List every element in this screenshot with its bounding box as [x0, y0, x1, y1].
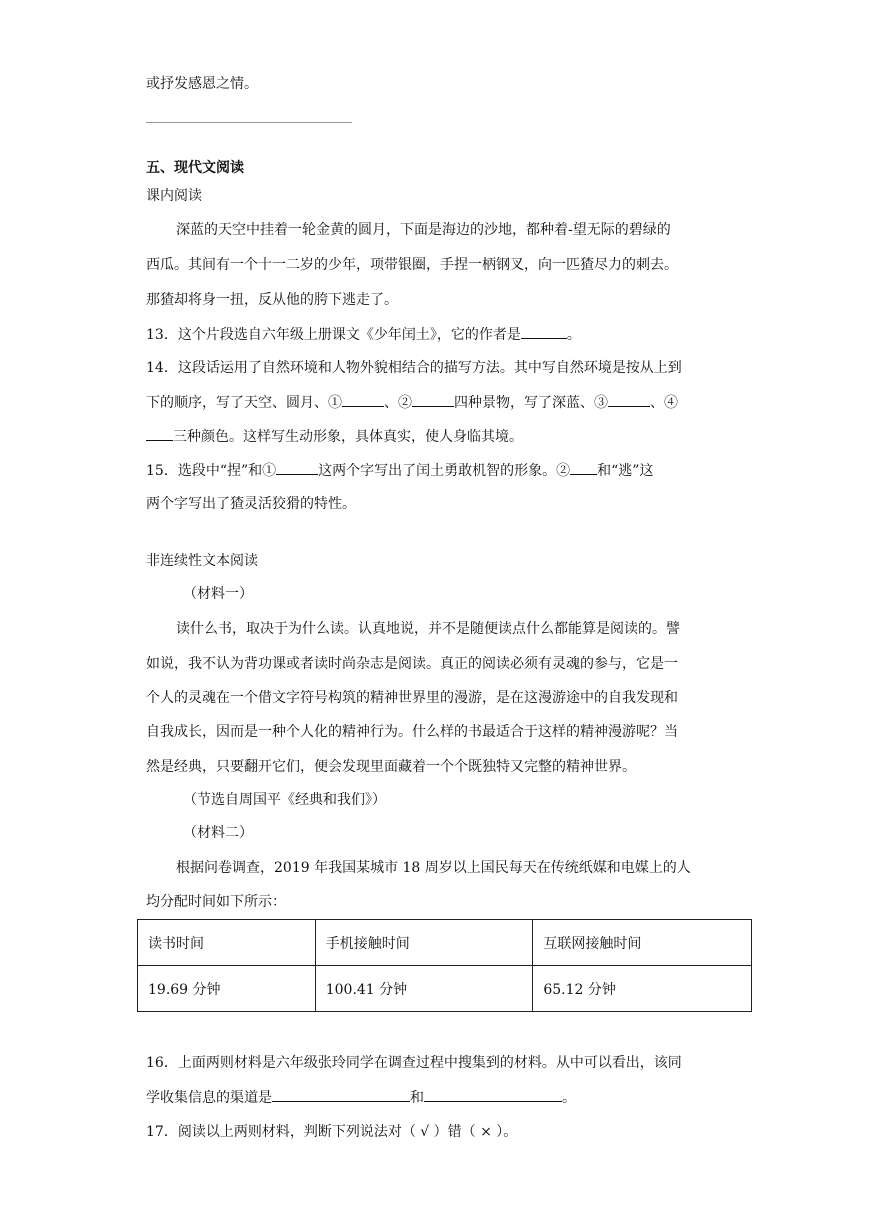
answer-blank[interactable]	[272, 1087, 410, 1102]
time-statistics-table	[137, 919, 752, 1012]
material-1-line: 读什么书，取决于为什么读。认真地说，并不是随便读点什么都能算是阅读的。譬	[176, 621, 680, 637]
material-1-source: （节选自周国平《经典和我们》）	[183, 792, 386, 808]
answer-blank[interactable]	[521, 324, 567, 339]
material-1-line: 个人的灵魂在一个借文字符号构筑的精神世界里的漫游，是在这漫游途中的自我发现和	[146, 690, 678, 706]
table-row	[138, 920, 752, 966]
table-header-cell: 手机接触时间	[315, 920, 533, 966]
material-2-line: 根据问卷调查，2019 年我国某城市 18 周岁以上国民每天在传统纸媒和电媒上的人	[176, 860, 691, 876]
table-header-cell: 读书时间	[138, 920, 316, 966]
table-row	[138, 966, 752, 1012]
question-14-line2: 下的顺序，写了天空、圆月、① 、② 四种景物，写了深蓝、③ 、④	[146, 392, 678, 413]
answer-blank[interactable]	[570, 460, 597, 475]
subheading-in-class-reading: 课内阅读	[146, 188, 202, 204]
answer-blank[interactable]	[608, 392, 650, 407]
material-2-label: （材料二）	[183, 825, 253, 841]
divider-rule	[146, 122, 352, 123]
passage-line: 西瓜。其间有一个十一二岁的少年，项带银圈，手捏一柄钢叉，向一匹猹尽力的刺去。	[146, 257, 678, 273]
table-cell: 19.69 分钟	[138, 966, 316, 1012]
answer-blank[interactable]	[146, 426, 173, 441]
material-1-label: （材料一）	[183, 586, 253, 602]
passage-line: 深蓝的天空中挂着一轮金黄的圆月，下面是海边的沙地，都种着-望无际的碧绿的	[176, 222, 671, 238]
section-heading: 五、现代文阅读	[146, 160, 244, 176]
intro-tail-text: 或抒发感恩之情。	[146, 76, 258, 92]
material-1-line: 然是经典，只要翻开它们，便会发现里面藏着一个个既独特又完整的精神世界。	[146, 759, 636, 775]
answer-blank[interactable]	[424, 1087, 562, 1102]
material-2-line: 均分配时间如下所示：	[146, 894, 286, 910]
material-1-line: 自我成长，因而是一种个人化的精神行为。什么样的书最适合于这样的精神漫游呢？当	[146, 724, 678, 740]
question-15-line1: 15．选段中“捏”和① 这两个字写出了闰土勇敢机智的形象。② 和“逃”这	[146, 460, 653, 481]
table-header-cell: 互联网接触时间	[533, 920, 752, 966]
table-cell: 65.12 分钟	[533, 966, 752, 1012]
question-14-line1: 14．这段话运用了自然环境和人物外貌相结合的描写方法。其中写自然环境是按从上到	[146, 360, 682, 376]
question-17: 17．阅读以上两则材料，判断下列说法对（ √ ）错（ × ）。	[146, 1124, 518, 1140]
question-16-line1: 16．上面两则材料是六年级张玲同学在调查过程中搜集到的材料。从中可以看出，该同	[146, 1055, 682, 1071]
question-15-line2: 两个字写出了猹灵活狡猾的特性。	[146, 496, 356, 512]
question-14-line3: 三种颜色。这样写生动形象，具体真实，使人身临其境。	[146, 426, 523, 447]
table-cell: 100.41 分钟	[315, 966, 533, 1012]
passage-line: 那猹却将身一扭，反从他的胯下逃走了。	[146, 292, 398, 308]
subheading-non-continuous-reading: 非连续性文本阅读	[146, 553, 258, 569]
answer-blank[interactable]	[342, 392, 384, 407]
answer-blank[interactable]	[276, 460, 318, 475]
q13-text: 13．这个片段选自六年级上册课文《少年闰土》，它的作者是	[146, 327, 521, 343]
question-16-line2: 学收集信息的渠道是 和 。	[146, 1087, 576, 1108]
material-1-line: 如说，我不认为背功课或者读时尚杂志是阅读。真正的阅读必须有灵魂的参与，它是一	[146, 656, 678, 672]
question-13: 13．这个片段选自六年级上册课文《少年闰土》，它的作者是 。	[146, 324, 581, 345]
answer-blank[interactable]	[412, 392, 454, 407]
